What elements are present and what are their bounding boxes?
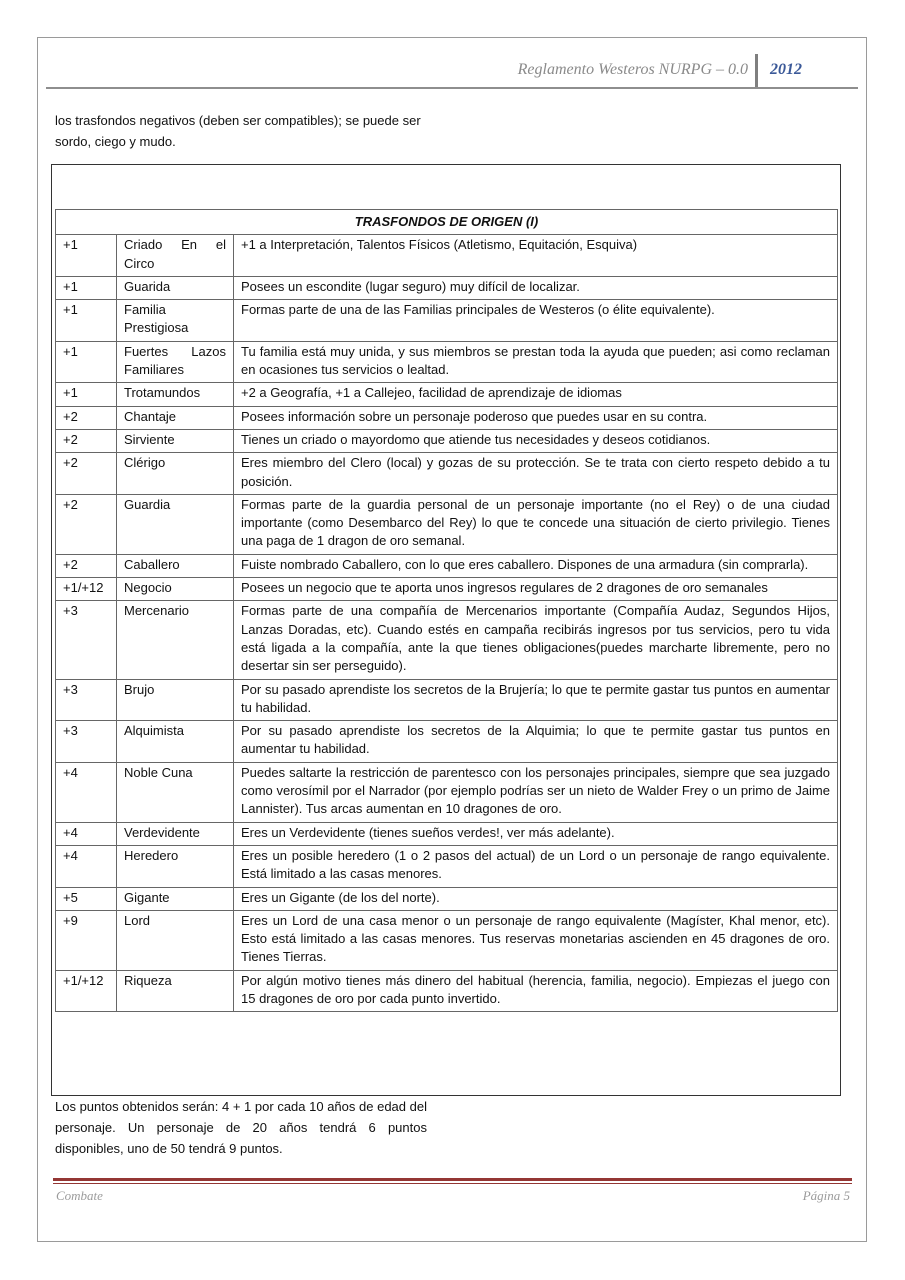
row-cost: +1/+12 [56, 970, 117, 1012]
row-cost: +1 [56, 235, 117, 277]
trasfondos-table [55, 209, 838, 1012]
table-row [56, 235, 838, 277]
row-name: Chantaje [117, 406, 234, 429]
row-description: Eres un Gigante (de los del norte). [234, 887, 838, 910]
table-row [56, 276, 838, 299]
row-name: Sirviente [117, 429, 234, 452]
row-description: Tu familia está muy unida, y sus miembros se prestan toda la ayuda que pueden; asi como reclaman en ocasiones tus servicios o lealtad. [234, 341, 838, 383]
row-name: Mercenario [117, 601, 234, 679]
row-name: Heredero [117, 845, 234, 887]
row-name: Negocio [117, 578, 234, 601]
row-name: Alquimista [117, 721, 234, 763]
row-description: Por su pasado aprendiste los secretos de la Brujería; lo que te permite gastar tus puntos en aumentar tu habilidad. [234, 679, 838, 721]
intro-paragraph: los trasfondos negativos (deben ser compatibles); se puede ser sordo, ciego y mudo. [55, 113, 421, 149]
row-description: Eres un Lord de una casa menor o un personaje de rango equivalente (Magíster, Khal menor, etc). Esto está limitado a las casas menores. Tus reservas monetarias ascienden en 45 dragones de oro. Tienes Tierras. [234, 910, 838, 970]
row-name: Caballero [117, 554, 234, 577]
header-rule [46, 87, 858, 89]
row-cost: +2 [56, 494, 117, 554]
row-description: Por su pasado aprendiste los secretos de la Alquimia; lo que te permite gastar tus puntos en aumentar tu habilidad. [234, 721, 838, 763]
row-cost: +4 [56, 845, 117, 887]
row-cost: +1 [56, 276, 117, 299]
row-name: Lord [117, 910, 234, 970]
table-row [56, 887, 838, 910]
page-header [46, 52, 858, 88]
header-title: Reglamento Westeros NURPG – 0.0 [517, 61, 748, 78]
row-name: Gigante [117, 887, 234, 910]
row-cost: +4 [56, 762, 117, 822]
row-cost: +5 [56, 887, 117, 910]
row-cost: +1 [56, 300, 117, 342]
table-row [56, 554, 838, 577]
row-description: +1 a Interpretación, Talentos Físicos (Atletismo, Equitación, Esquiva) [234, 235, 838, 277]
row-description: Formas parte de una de las Familias principales de Westeros (o élite equivalente). [234, 300, 838, 342]
row-name: Brujo [117, 679, 234, 721]
table-row [56, 845, 838, 887]
outro-paragraph: Los puntos obtenidos serán: 4 + 1 por cada 10 años de edad del personaje. Un personaje de 20 años tendrá 6 puntos disponibles, uno de 50 tendrá 9 puntos. [55, 1099, 427, 1156]
row-description: Posees un negocio que te aporta unos ingresos regulares de 2 dragones de oro semanales [234, 578, 838, 601]
row-cost: +3 [56, 721, 117, 763]
row-description: Por algún motivo tienes más dinero del habitual (herencia, familia, negocio). Empiezas el juego con 15 dragones de oro por cada punto invertido. [234, 970, 838, 1012]
row-name: Familia Prestigiosa [117, 300, 234, 342]
table-row [56, 910, 838, 970]
row-description: Eres un posible heredero (1 o 2 pasos del actual) de un Lord o un personaje de rango equivalente. Está limitado a las casas menores. [234, 845, 838, 887]
row-description: Formas parte de una compañía de Mercenarios importante (Compañía Audaz, Segundos Hijos, Lanzas Doradas, etc). Cuando estés en campaña recibirás ingresos por tus servicios, pero tu vida está ligada a la compañía, ante la que tienes obligaciones(puedes marcharte libremente, pero no desertar sin ser perseguido). [234, 601, 838, 679]
row-name: Fuertes Lazos Familiares [117, 341, 234, 383]
row-description: Formas parte de la guardia personal de un personaje importante (no el Rey) o de una ciudad importante (como Desembarco del Rey) lo que te concede una situación de cierto privilegio. Tienes una paga de 1 dragon de oro semanal. [234, 494, 838, 554]
row-cost: +3 [56, 601, 117, 679]
row-cost: +3 [56, 679, 117, 721]
table-row [56, 679, 838, 721]
row-name: Guardia [117, 494, 234, 554]
row-cost: +1/+12 [56, 578, 117, 601]
row-cost: +2 [56, 429, 117, 452]
row-description: Fuiste nombrado Caballero, con lo que eres caballero. Dispones de una armadura (sin comprarla). [234, 554, 838, 577]
table-row [56, 762, 838, 822]
row-cost: +2 [56, 453, 117, 495]
table-row [56, 383, 838, 406]
table-row [56, 721, 838, 763]
footer-section: Combate [56, 1188, 103, 1203]
table-row [56, 822, 838, 845]
row-cost: +4 [56, 822, 117, 845]
row-description: Posees información sobre un personaje poderoso que puedes usar en su contra. [234, 406, 838, 429]
row-cost: +1 [56, 341, 117, 383]
row-description: Puedes saltarte la restricción de parentesco con los personajes principales, siempre que sea juzgado como verosímil por el Narrador (por ejemplo podrías ser un nieto de Walder Frey o un primo de Jaime Lannister). Tus arcas aumentan en 10 dragones de oro. [234, 762, 838, 822]
table-row [56, 341, 838, 383]
row-cost: +2 [56, 554, 117, 577]
table-row [56, 970, 838, 1012]
row-cost: +1 [56, 383, 117, 406]
row-name: Criado En el Circo [117, 235, 234, 277]
row-description: Posees un escondite (lugar seguro) muy difícil de localizar. [234, 276, 838, 299]
table-body [56, 235, 838, 1012]
table-row [56, 453, 838, 495]
footer-rule [53, 1178, 852, 1181]
row-name: Riqueza [117, 970, 234, 1012]
row-name: Verdevidente [117, 822, 234, 845]
table-title-row [56, 210, 838, 235]
row-description: Eres un Verdevidente (tienes sueños verdes!, ver más adelante). [234, 822, 838, 845]
row-description: Eres miembro del Clero (local) y gozas de su protección. Se te trata con cierto respeto debido a tu posición. [234, 453, 838, 495]
row-name: Guarida [117, 276, 234, 299]
row-cost: +2 [56, 406, 117, 429]
row-name: Trotamundos [117, 383, 234, 406]
table-row [56, 601, 838, 679]
table-title: TRASFONDOS DE ORIGEN (I) [56, 210, 838, 235]
table-row [56, 300, 838, 342]
row-description: +2 a Geografía, +1 a Callejeo, facilidad de aprendizaje de idiomas [234, 383, 838, 406]
header-separator [755, 54, 758, 88]
table-row [56, 406, 838, 429]
table-row [56, 578, 838, 601]
row-cost: +9 [56, 910, 117, 970]
header-year: 2012 [770, 61, 802, 78]
footer-page-number: Página 5 [802, 1188, 850, 1203]
row-description: Tienes un criado o mayordomo que atiende tus necesidades y deseos cotidianos. [234, 429, 838, 452]
row-name: Noble Cuna [117, 762, 234, 822]
row-name: Clérigo [117, 453, 234, 495]
footer-rule-thin [53, 1183, 852, 1184]
table-row [56, 429, 838, 452]
table-row [56, 494, 838, 554]
